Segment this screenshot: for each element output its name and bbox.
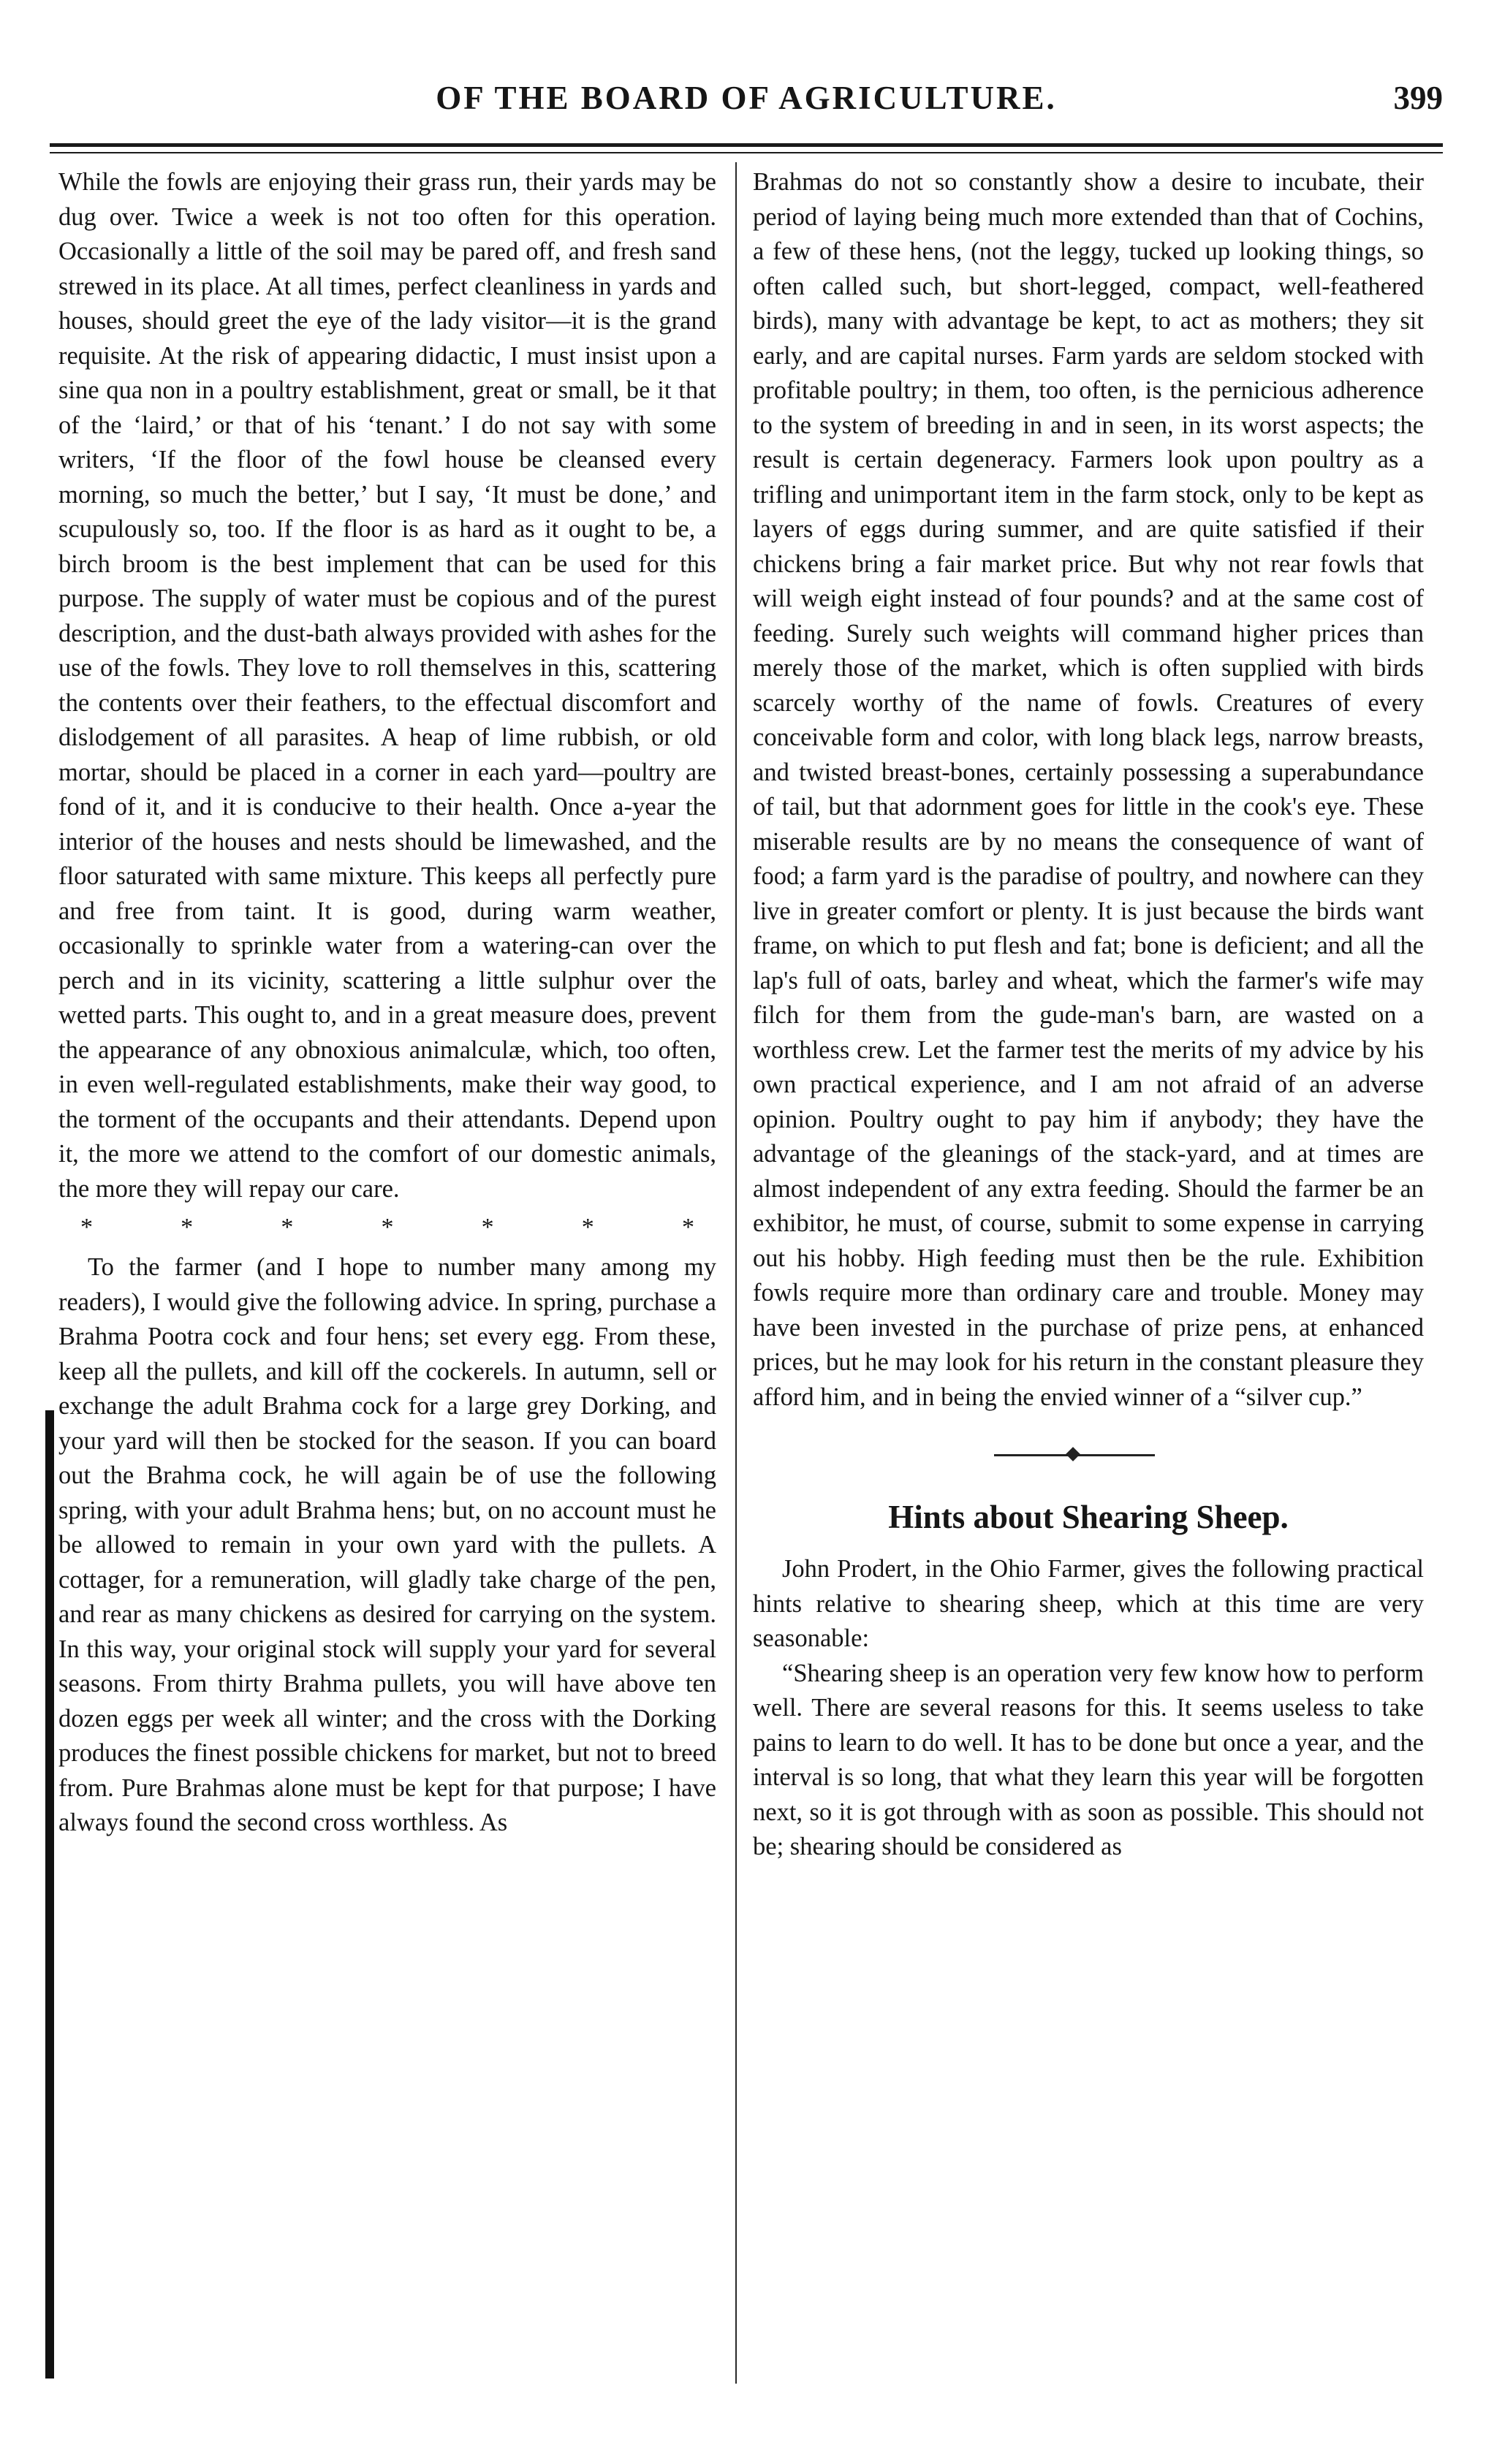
section-break-stars [58, 1209, 716, 1246]
header-rule-thin [50, 152, 1443, 153]
star-mark: * [181, 1214, 194, 1241]
left-paragraph-cleanliness: While the fowls are enjoying their grass run, their yards may be dug over. Twice a week is not too often for this operation. Occasionally a little of the soil may be pared off, and fresh sand strewed in its place. At all times, perfect cleanliness in yards and houses, should greet the eye of the lady visitor—it is the grand requisite. At the risk of appearing didactic, I must insist upon a sine qua non in a poultry establishment, great or small, be it that of the ‘laird,’ or that of his ‘tenant.’ I do not say with some writers, ‘If the floor of the fowl house be cleansed every morning, so much the better,’ but I say, ‘It must be done,’ and scupulously so, too. If the floor is as hard as it ought to be, a birch broom is the best implement that can be used for this purpose. The supply of water must be copious and of the purest description, and the dust-bath always provided with ashes for the use of the fowls. They love to roll themselves in this, scattering the contents over their feathers, to the effectual discomfort and dislodgement of all parasites. A heap of lime rubbish, or old mortar, should be placed in a corner in each yard—poultry are fond of it, and it is conducive to their health. Once a-year the interior of the houses and nests should be limewashed, and the floor saturated with same mixture. This keeps all perfectly pure and free from taint. It is good, during warm weather, occasionally to sprinkle water from a watering-can over the perch and in its vicinity, scattering a little sulphur over the wetted parts. This ought to, and in a great measure does, prevent the appearance of any obnoxious animalculæ, which, too often, in even well-regulated establishments, make their way good, to the torment of the occupants and their attendants. Depend upon it, the more we attend to the comfort of our domestic animals, the more they will repay our care. [58, 168, 716, 1203]
star-mark: * [481, 1214, 494, 1241]
star-mark: * [381, 1214, 394, 1241]
star-mark: * [80, 1214, 93, 1241]
star-mark: * [281, 1214, 294, 1241]
page-header [50, 79, 1443, 137]
left-column [58, 165, 716, 1841]
right-paragraph-brahmas: Brahmas do not so constantly show a desire to incubate, their period of laying being much more extended than that of Cochins, a few of these hens, (not the leggy, tucked up looking things, so often called such, but short-legged, compact, well-feathered birds), many with advantage be kept, to act as mothers; they sit early, and are capital nurses. Farm yards are seldom stocked with profitable poultry; in them, too often, is the pernicious adherence to the system of breeding in and in seen, in its worst aspects; the result is certain degeneracy. Farmers look upon poultry as a trifling and unimportant item in the farm stock, only to be kept as layers of eggs during summer, and are quite satisfied if their chickens bring a fair market price. But why not rear fowls that will weigh eight instead of four pounds? and at the same cost of feeding. Surely such weights will command higher prices than merely those of the market, which is often supplied with birds scarcely worthy of the name of fowls. Creatures of every conceivable form and color, with long black legs, narrow breasts, and twisted breast-bones, certainly possessing a superabundance of tail, but that adornment goes for little in the cook's eye. These miserable results are by no means the consequence of want of food; a farm yard is the paradise of poultry, and nowhere can they live in greater comfort or plenty. It is just because the birds want frame, on which to put flesh and fat; bone is deficient; and all the lap's full of oats, barley and wheat, which the farmer's wife may filch for them from the gude-man's barn, are wasted on a worthless crew. Let the farmer test the merits of my advice by his own practical experience, and I am not afraid of an adverse opinion. Poultry ought to pay him if anybody; they have the advantage of the gleanings of the stack-yard, and at times are almost independent of any extra feeding. Should the farmer be an exhibitor, he must, of course, submit to some expense in carrying out his hobby. High feeding must then be the rule. Exhibition fowls require more than ordinary care and trouble. Money may have been invested in the purchase of prize pens, at enhanced prices, but he may look for his return in the constant pleasure they afford him, and in being the envied winner of a “silver cup.” [753, 168, 1424, 1411]
right-paragraph-intro: John Prodert, in the Ohio Farmer, gives the following practical hints relative to shearing sheep, which at this time are very seasonable: [753, 1555, 1424, 1652]
column-divider [735, 162, 737, 2384]
right-paragraph-quote: “Shearing sheep is an operation very few know how to perform well. There are several reasons for this. It seems useless to take pains to learn to do well. It has to be done but once a year, and the interval is so long, that what they learn this year will be forgotten next, so it is got through with as soon as possible. This should not be; shearing should be considered as [753, 1659, 1424, 1860]
star-mark: * [681, 1214, 694, 1241]
separator-diamond [1066, 1447, 1080, 1461]
section-heading: Hints about Shearing Sheep. [888, 1499, 1289, 1535]
header-rule-thick [50, 143, 1443, 147]
left-paragraph-farmer-advice: To the farmer (and I hope to number many among my readers), I would give the following advice. In spring, purchase a Brahma Pootra cock and four hens; set every egg. From these, keep all the pullets, and kill off the cockerels. In autumn, sell or exchange the adult Brahma cock for a large grey Dorking, and your yard will then be stocked for the season. If you can board out the Brahma cock, he will again be of use the following spring, with your adult Brahma hens; but, on no account must he be allowed to remain in your own yard with the pullets. A cottager, for a remuneration, will gladly take charge of the pen, and rear as many chickens as desired for carrying on the system. In this way, your original stock will supply your yard for several seasons. From thirty Brahma pullets, you will have above ten dozen eggs per week all winter; and the cross with the Dorking produces the finest possible chickens for market, but not to breed from. Pure Brahmas alone must be kept for that purpose; I have always found the second cross worthless. As [58, 1253, 716, 1836]
page-number: 399 [1393, 80, 1443, 116]
binding-shadow [45, 1410, 54, 2379]
right-column [753, 165, 1424, 1865]
running-title: OF THE BOARD OF AGRICULTURE. [436, 80, 1057, 116]
star-mark: * [581, 1214, 594, 1241]
article-separator [753, 1422, 1424, 1488]
